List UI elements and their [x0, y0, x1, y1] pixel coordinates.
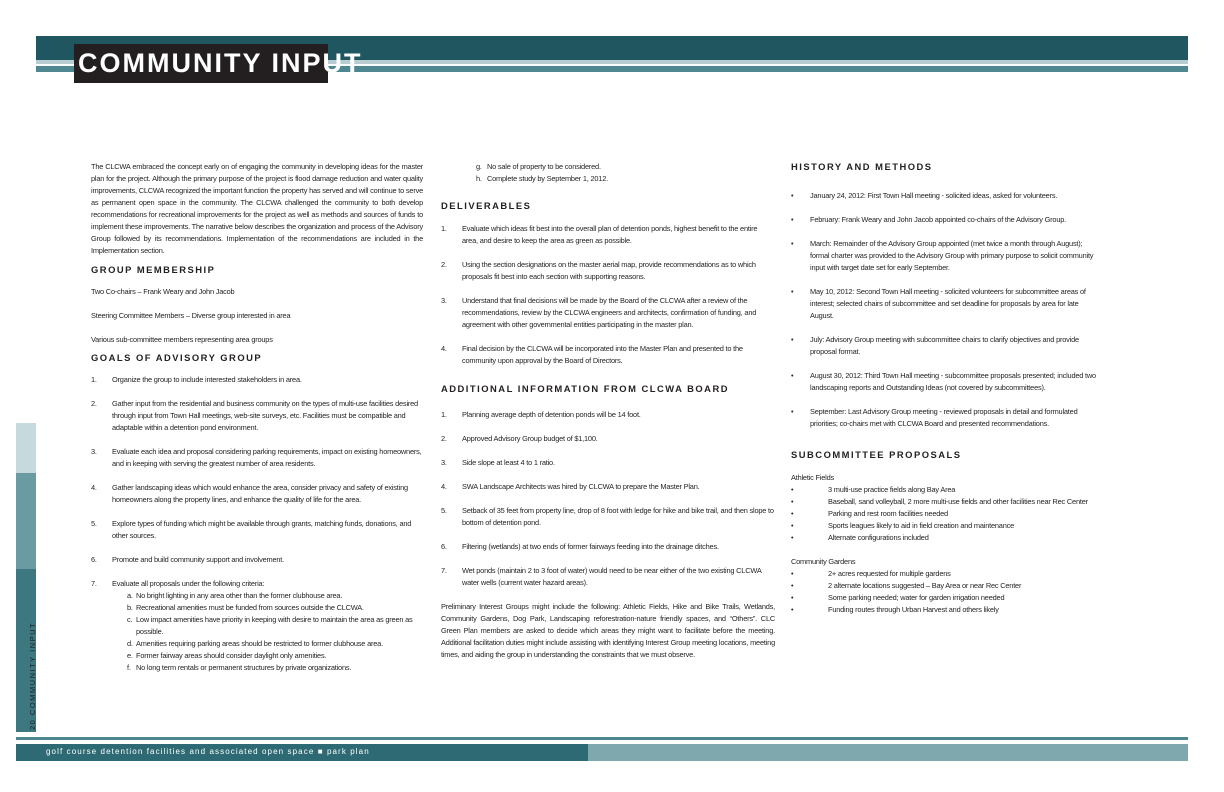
community-gardens-list	[791, 568, 1101, 616]
list-item: h. Complete study by September 1, 2012.	[476, 174, 608, 183]
athletic-fields-title: Athletic Fields	[791, 473, 835, 482]
history-list	[791, 190, 1101, 430]
heading-additional-info: ADDITIONAL INFORMATION FROM CLCWA BOARD	[441, 383, 729, 394]
goals-list	[91, 374, 423, 590]
footer-rule	[16, 737, 1188, 740]
heading-deliverables: DELIVERABLES	[441, 200, 532, 211]
info-list	[441, 409, 775, 589]
heading-history: HISTORY AND METHODS	[791, 161, 933, 172]
list-item: 3. Understand that final decisions will be made by the Board of the CLCWA after a review of the recommendations, review by the CLCWA engineers and architects, confirmation of funding, and agreement with other governmental entities participating in the master plan.	[441, 296, 757, 329]
list-item: 3. Side slope at least 4 to 1 ratio.	[441, 458, 555, 467]
list-item: • 2 alternate locations suggested – Bay Area or near Rec Center	[791, 581, 1022, 590]
list-item: • Baseball, sand volleyball, 2 more multi-use fields and other facilities near Rec Center	[791, 497, 1088, 506]
list-item: e. Former fairway areas should consider daylight only amenities.	[127, 651, 327, 660]
list-item: • Parking and rest room facilities needed	[791, 509, 948, 518]
community-gardens-title: Community Gardens	[791, 557, 856, 566]
membership-line: Steering Committee Members – Diverse group interested in area	[91, 311, 291, 320]
deliverables-list	[441, 223, 775, 367]
list-item: 2. Approved Advisory Group budget of $1,100.	[441, 434, 598, 443]
list-item: 4. Gather landscaping ideas which would enhance the area, consider privacy and safety of existing homeowners along the property lines, and enhance the quality of life for the area.	[91, 483, 408, 504]
list-item: • 2+ acres requested for multiple gardens	[791, 569, 951, 578]
list-item: 1. Evaluate which ideas fit best into the overall plan of detention ponds, highest benefit to the entire area, and desire to keep the area as green as possible.	[441, 224, 758, 245]
list-item: a. No bright lighting in any area other than the former clubhouse area.	[127, 591, 343, 600]
list-item: • Some parking needed; water for garden irrigation needed	[791, 593, 1005, 602]
heading-goals: GOALS OF ADVISORY GROUP	[91, 352, 263, 363]
list-item: • January 24, 2012: First Town Hall meeting - solicited ideas, asked for volunteers.	[791, 191, 1058, 200]
side-tab-light	[16, 423, 36, 473]
list-item: 4. SWA Landscape Architects was hired by CLCWA to prepare the Master Plan.	[441, 482, 700, 491]
list-item: 2. Gather input from the residential and business community on the types of multi-use facilities desired through input from Town Hall meetings, web-site surveys, etc. Facilities must be compatible and adaptable within a detention pond environment.	[91, 399, 418, 432]
list-item: 5. Explore types of funding which might be available through grants, matching funds, donations, and other sources.	[91, 519, 412, 540]
intro-paragraph: The CLCWA embraced the concept early on of engaging the community in developing ideas for the master plan for the project. Although the primary purpose of the project is flood damage reduction and water quality improvements, CLCWA recognized the important function the property has served and will continue to serve as permanent open space in the community. The CLCWA challenged the community to both develop recommendations for recreational improvements for the project as well as methods and sources of funds to implement these improvements. The narrative below describes the organization and process of the Advisory Group followed by its recommendations. Implementation of the recommendations are included in the Implementation section.	[91, 162, 423, 255]
footer-caption: golf course detention facilities and associated open space ■ park plan	[46, 747, 370, 756]
list-item: • July: Advisory Group meeting with subcommittee chairs to clarify objectives and provide proposal format.	[791, 335, 1079, 356]
list-item: f. No long term rentals or permanent structures by private organizations.	[127, 663, 352, 672]
membership-line: Two Co-chairs – Frank Weary and John Jacob	[91, 287, 235, 296]
list-item: 4. Final decision by the CLCWA will be incorporated into the Master Plan and presented to the community upon approval by the Board of Directors.	[441, 344, 743, 365]
list-item: 3. Evaluate each idea and proposal considering parking requirements, impact on existing homeowners, and in keeping with serving the greatest number of area residents.	[91, 447, 422, 468]
list-item: • Sports leagues likely to aid in field creation and maintenance	[791, 521, 1015, 530]
list-item: 1. Planning average depth of detention ponds will be 14 foot.	[441, 410, 641, 419]
list-item: • September: Last Advisory Group meeting - reviewed proposals in detail and formulated priorities; co-chairs met with CLCWA Board and presented recommendations.	[791, 407, 1078, 428]
list-item: 7. Wet ponds (maintain 2 to 3 foot of water) would need to be near either of the two existing CLCWA water wells (current water hazard areas).	[441, 566, 762, 587]
list-item: c. Low impact amenities have priority in keeping with desire to maintain the area as green as possible.	[127, 615, 413, 636]
footer-bar-light	[588, 744, 1188, 761]
athletic-fields-list	[791, 484, 1101, 544]
list-item: 7. Evaluate all proposals under the following criteria:	[91, 579, 265, 588]
list-item: • March: Remainder of the Advisory Group appointed (met twice a month through August); formal charter was provided to the Advisory Group with primary purpose to solicit community input with target date set for early September.	[791, 239, 1094, 272]
criteria-list-continued	[441, 161, 775, 185]
list-item: • 3 multi-use practice fields along Bay Area	[791, 485, 956, 494]
list-item: 5. Setback of 35 feet from property line, drop of 8 foot with ledge for hike and bike trail, and then slope to bottom of detention pond.	[441, 506, 774, 527]
list-item: d. Amenities requiring parking areas should be restricted to former clubhouse area.	[127, 639, 383, 648]
list-item: g. No sale of property to be considered.	[476, 162, 601, 171]
heading-subcommittee: SUBCOMMITTEE PROPOSALS	[791, 449, 962, 460]
list-item: • Alternate configurations included	[791, 533, 929, 542]
column-right	[791, 161, 1101, 616]
list-item: • February: Frank Weary and John Jacob appointed co-chairs of the Advisory Group.	[791, 215, 1067, 224]
list-item: • May 10, 2012: Second Town Hall meeting - solicited volunteers for subcommittee areas of interest; selected chairs of subcommittee and set deadline for proposals by area for late August.	[791, 287, 1086, 320]
list-item: 6. Filtering (wetlands) at two ends of former fairways feeding into the drainage ditches.	[441, 542, 719, 551]
list-item: 2. Using the section designations on the master aerial map, provide recommendations as to which proposals fit best into each section with supporting reasons.	[441, 260, 756, 281]
closing-paragraph: Preliminary Interest Groups might include the following: Athletic Fields, Hike and Bike Trails, Wetlands, Community Gardens, Dog Park, Landscaping reforestration-nature friendly spaces, and “Others”. CLC Green Plan members are asked to decide which areas they might want to facilitate before the meeting. Additional facilitation duties might include assisting with identifying Interest Group meeting locations, meeting times, and aiding the group in understanding the constraints that we must observe.	[441, 602, 775, 659]
list-item: • August 30, 2012: Third Town Hall meeting - subcommittee proposals presented; included two landscaping reports and Outstanding Ideas (not covered by subcommittees).	[791, 371, 1096, 392]
column-middle	[441, 161, 775, 661]
list-item: b. Recreational amenities must be funded from sources outside the CLCWA.	[127, 603, 364, 612]
page-title: COMMUNITY INPUT	[74, 44, 328, 83]
list-item: 1. Organize the group to include interested stakeholders in area.	[91, 375, 302, 384]
side-tab-mid	[16, 473, 36, 569]
side-page-label: 20 COMMUNITY INPUT	[28, 621, 37, 730]
criteria-list	[91, 590, 423, 674]
list-item: • Funding routes through Urban Harvest and others likely	[791, 605, 999, 614]
heading-group-membership: GROUP MEMBERSHIP	[91, 264, 216, 275]
membership-line: Various sub-committee members representing area groups	[91, 335, 273, 344]
column-left	[91, 161, 423, 674]
list-item: 6. Promote and build community support and involvement.	[91, 555, 284, 564]
